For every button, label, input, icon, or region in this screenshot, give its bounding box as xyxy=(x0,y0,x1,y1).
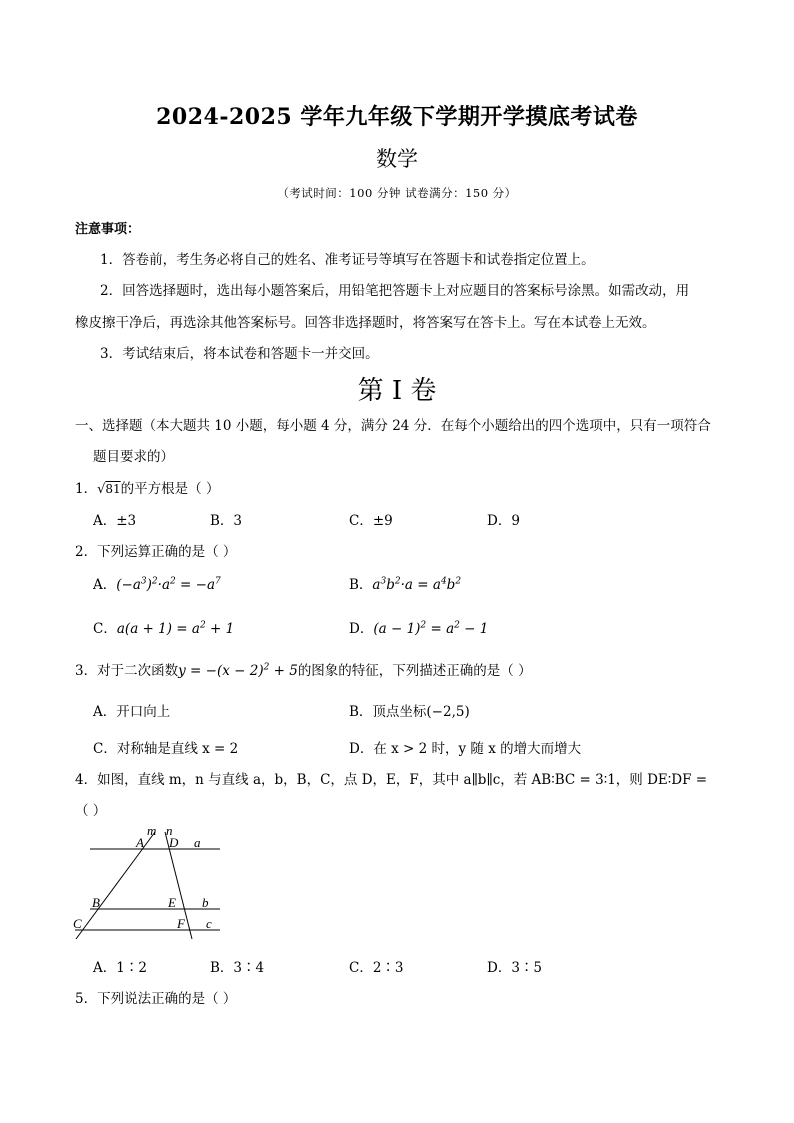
formula: $(-a^3)^2\cdot a^2 = -a^7$ xyxy=(116,576,221,593)
note-item-3: 3．考试结束后，将本试卷和答题卡一并交回。 xyxy=(100,346,379,362)
question-1-option-d[interactable]: D．9 xyxy=(487,513,520,529)
question-3-option-b[interactable]: B．顶点坐标(−2,5) xyxy=(349,704,470,720)
label-F: F xyxy=(177,916,185,931)
option-label: A． xyxy=(93,577,117,593)
question-1-stem xyxy=(75,477,219,497)
label-E: E xyxy=(168,895,176,910)
subject-title: 数学 xyxy=(376,147,418,171)
option-label: B． xyxy=(349,577,373,593)
note-item-2-cont: 橡皮擦干净后，再选涂其他答案标号。回答非选择题时，将答案写在答卡上。写在本试卷上无效。 xyxy=(75,315,656,331)
option-label: D． xyxy=(349,621,374,637)
label-c: c xyxy=(206,916,212,931)
question-4-option-b[interactable]: B．3∶4 xyxy=(210,960,265,976)
label-D: D xyxy=(169,835,179,850)
question-2-option-d[interactable] xyxy=(349,617,488,637)
section-heading: 一、选择题（本大题共 10 小题，每小题 4 分，满分 24 分．在每个小题给出的四个选项中，只有一项符合 xyxy=(75,418,711,434)
label-B: B xyxy=(92,895,100,910)
question-1-option-b[interactable]: B．3 xyxy=(210,513,243,529)
label-C: C xyxy=(73,916,82,931)
question-2-option-a[interactable] xyxy=(93,573,221,593)
volume-heading: 第 I 卷 xyxy=(357,376,437,406)
question-4-figure xyxy=(70,822,230,940)
label-A: A xyxy=(136,835,144,850)
question-1-radicand: 81 xyxy=(105,482,121,496)
question-4-stem-cont: （ ） xyxy=(75,803,107,819)
section-heading-cont: 题目要求的） xyxy=(93,449,174,465)
note-item-1: 1．答卷前，考生务必将自己的姓名、准考证号等填写在答题卡和试卷指定位置上。 xyxy=(100,252,595,268)
option-label: C． xyxy=(93,621,117,637)
question-4-option-a[interactable]: A．1∶2 xyxy=(93,960,147,976)
label-a: a xyxy=(194,835,201,850)
formula: $a(a + 1) = a^2 + 1$ xyxy=(116,620,235,637)
question-2-option-c[interactable] xyxy=(93,617,234,637)
question-4-option-d[interactable]: D．3∶5 xyxy=(487,960,543,976)
exam-title: 2024-2025 学年九年级下学期开学摸底考试卷 xyxy=(156,104,638,130)
notes-heading: 注意事项： xyxy=(75,222,141,237)
question-2-stem: 2．下列运算正确的是（ ） xyxy=(75,544,237,560)
question-3-option-a[interactable]: A．开口向上 xyxy=(93,704,171,720)
question-1-option-a[interactable]: A．±3 xyxy=(93,513,137,529)
question-3-stem xyxy=(75,659,532,679)
question-3-suffix: 的图象的特征，下列描述正确的是（ ） xyxy=(297,663,532,679)
question-3-option-d[interactable]: D．在 x > 2 时，y 随 x 的增大而增大 xyxy=(349,741,582,757)
label-b: b xyxy=(202,895,209,910)
question-1-number: 1． xyxy=(75,481,98,497)
formula: $a^3b^2\cdot a = a^4b^2$ xyxy=(372,576,462,593)
formula: $y = -(x - 2)^2 + 5$ xyxy=(178,662,298,679)
question-1-option-c[interactable]: C．±9 xyxy=(349,513,393,529)
formula: $(a - 1)^2 = a^2 - 1$ xyxy=(373,620,489,637)
question-5-stem: 5．下列说法正确的是（ ） xyxy=(75,991,237,1007)
label-n: n xyxy=(166,823,173,838)
sqrt-icon: √ xyxy=(97,482,106,497)
question-4-option-c[interactable]: C．2∶3 xyxy=(349,960,404,976)
question-1-text: 的平方根是（ ） xyxy=(120,481,220,497)
label-m: m xyxy=(147,823,157,838)
question-4-stem: 4．如图，直线 m，n 与直线 a，b，B，C，点 D，E，F，其中 a∥b∥c，若 AB∶BC = 3∶1，则 DE∶DF = xyxy=(75,772,708,788)
question-3-option-c[interactable]: C．对称轴是直线 x = 2 xyxy=(93,741,239,757)
question-3-prefix: 3．对于二次函数 xyxy=(75,663,179,679)
exam-info: （考试时间：100 分钟 试卷满分：150 分） xyxy=(277,186,517,200)
note-item-2: 2．回答选择题时，选出每小题答案后，用铅笔把答题卡上对应题目的答案标号涂黑。如需改动，用 xyxy=(100,283,690,299)
question-2-option-b[interactable] xyxy=(349,573,461,593)
